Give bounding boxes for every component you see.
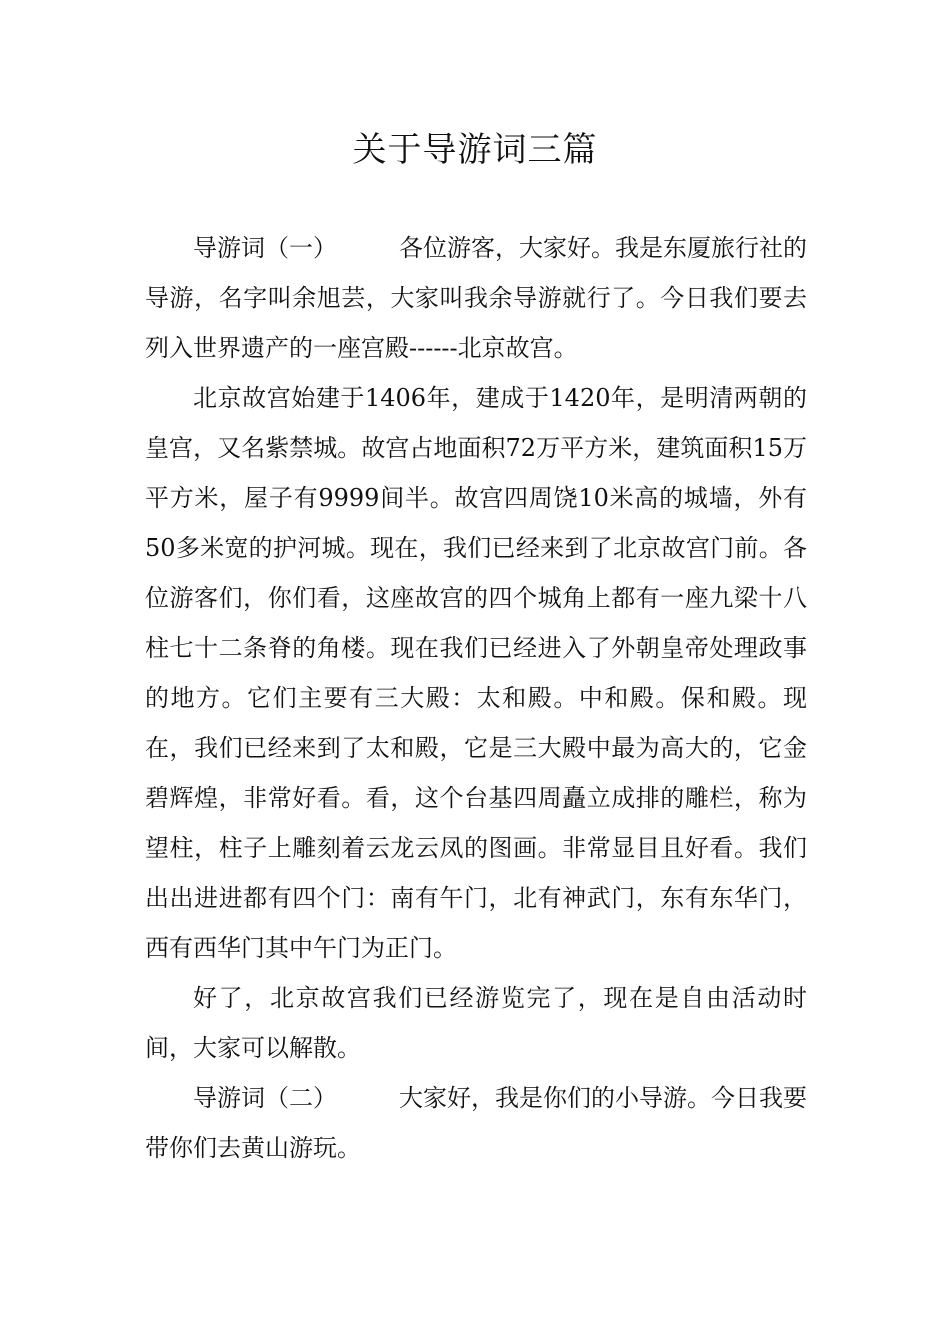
paragraph-4-text: 大家好，我是你们的小导游。今日我要带你们去黄山游玩。	[145, 1084, 807, 1162]
document-title: 关于导游词三篇	[352, 130, 598, 170]
document-body	[145, 223, 807, 1173]
section-heading-1: 导游词（一）	[193, 234, 337, 262]
paragraph-3-text: 好了，北京故宫我们已经游览完了，现在是自由活动时间，大家可以解散。	[145, 984, 807, 1062]
paragraph-1	[145, 223, 807, 373]
paragraph-2	[145, 373, 807, 973]
paragraph-4	[145, 1073, 807, 1173]
section-heading-2: 导游词（二）	[193, 1084, 337, 1112]
paragraph-1-text: 各位游客，大家好。我是东厦旅行社的导游，名字叫余旭芸，大家叫我余导游就行了。今日我们要去列入世界遗产的一座宫殿------北京故宫。	[145, 234, 807, 362]
paragraph-3	[145, 973, 807, 1073]
paragraph-2-text: 北京故宫始建于1406年，建成于1420年，是明清两朝的皇宫，又名紫禁城。故宫占地面积72万平方米，建筑面积15万平方米，屋子有9999间半。故宫四周饶10米高的城墙，外有50多米宽的护河城。现在，我们已经来到了北京故宫门前。各位游客们，你们看，这座故宫的四个城角上都有一座九梁十八柱七十二条脊的角楼。现在我们已经进入了外朝皇帝处理政事的地方。它们主要有三大殿：太和殿。中和殿。保和殿。现在，我们已经来到了太和殿，它是三大殿中最为高大的，它金碧辉煌，非常好看。看，这个台基四周矗立成排的雕栏，称为望柱，柱子上雕刻着云龙云凤的图画。非常显目且好看。我们出出进进都有四个门：南有午门，北有神武门，东有东华门，西有西华门其中午门为正门。	[145, 384, 807, 962]
